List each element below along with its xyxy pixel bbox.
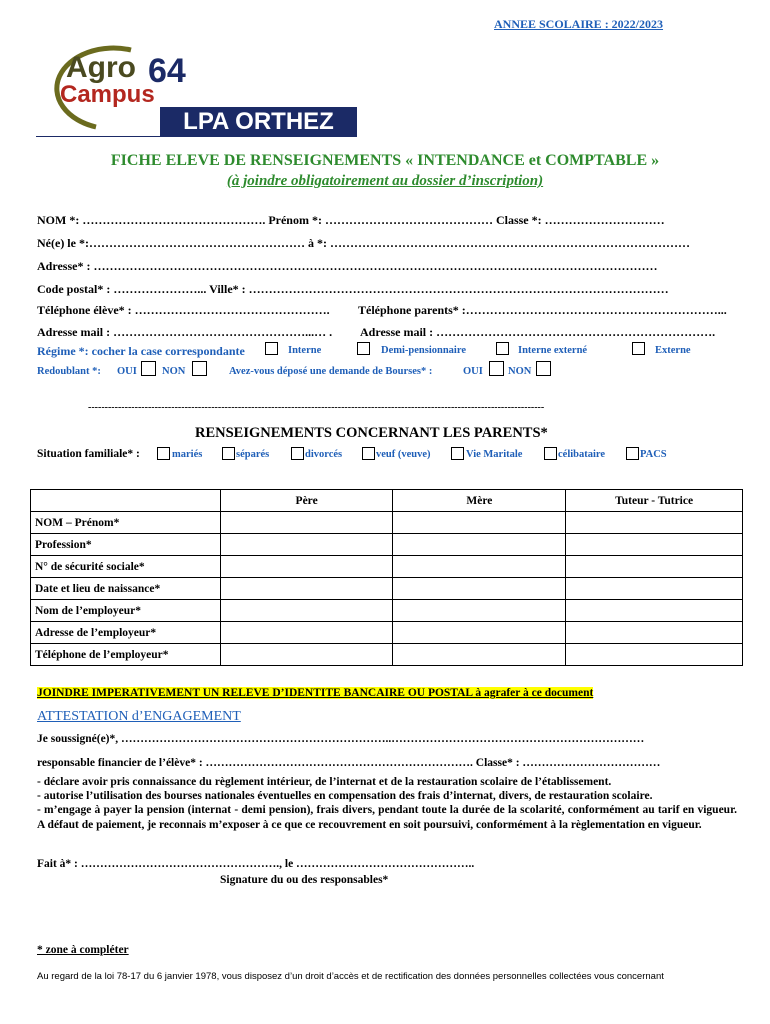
cell-tuteur[interactable] — [566, 556, 743, 578]
responsable-field[interactable]: responsable financier de l’élève* : ……………………………………………………………. Classe* : ……………………………… — [37, 757, 661, 769]
redoublant-label: Redoublant *: — [37, 366, 101, 377]
table-row — [31, 512, 743, 534]
page-title: FICHE ELEVE DE RENSEIGNEMENTS « INTENDANCE et COMPTABLE » — [110, 152, 660, 169]
cell-pere[interactable] — [220, 578, 393, 600]
situation-celibataire-checkbox[interactable] — [544, 447, 557, 460]
situation-vie-maritale-label: Vie Maritale — [466, 449, 523, 460]
logo-agro-text: Agro — [66, 51, 136, 84]
page-subtitle: (à joindre obligatoirement au dossier d’inscription) — [226, 173, 544, 189]
cell-mere[interactable] — [393, 512, 566, 534]
attestation-bullet: - autorise l’utilisation des bourses nationales éventuelles en compensation des frais d’internat, divers, de restauration scolaire. — [37, 790, 653, 802]
table-header-pere: Père — [220, 490, 393, 512]
mail-eleve-field[interactable]: Adresse mail : …………………………………………...… . — [37, 325, 333, 339]
table-row — [31, 578, 743, 600]
bourses-label: Avez-vous déposé une demande de Bourses* : — [229, 366, 433, 377]
situation-veuf-checkbox[interactable] — [362, 447, 375, 460]
adresse-field[interactable]: Adresse* : …………………………………………………………………………………………………………………………… — [37, 259, 658, 273]
regime-interne-externe-checkbox[interactable] — [496, 342, 509, 355]
naissance-field[interactable]: Né(e) le *:……………………………………………… à *: ……………………………………………………………………………… — [37, 236, 690, 250]
row-label: Adresse de l’employeur* — [31, 622, 221, 644]
row-label: N° de sécurité sociale* — [31, 556, 221, 578]
logo-campus-text: Campus — [60, 81, 155, 108]
regime-interne-checkbox[interactable] — [265, 342, 278, 355]
situation-familiale-label: Situation familiale* : — [37, 448, 140, 460]
regime-demi-label: Demi-pensionnaire — [381, 345, 466, 356]
soussigne-field[interactable]: Je soussigné(e)*, ……………………………………………………………..………………………………………………………… — [37, 733, 645, 745]
mail-parents-field[interactable]: Adresse mail : ……………………………………………………………. — [360, 325, 716, 339]
row-label: Profession* — [31, 534, 221, 556]
redoublant-oui-label: OUI — [117, 366, 137, 377]
cell-mere[interactable] — [393, 644, 566, 666]
situation-veuf-label: veuf (veuve) — [376, 449, 431, 460]
cp-ville-field[interactable]: Code postal* : …………………... Ville* : …………………………………………………………………………………………… — [37, 282, 669, 296]
agrocampus-logo — [36, 32, 186, 132]
telephone-eleve-field[interactable]: Téléphone élève* : …………………………………………. — [37, 303, 330, 317]
row-label: Nom de l’employeur* — [31, 600, 221, 622]
signature-label: Signature du ou des responsables* — [220, 874, 389, 886]
row-label: NOM – Prénom* — [31, 512, 221, 534]
redoublant-non-label: NON — [162, 366, 186, 377]
regime-externe-checkbox[interactable] — [632, 342, 645, 355]
nom-prenom-classe-field[interactable]: NOM *: ………………………………………. Prénom *: …………………………………… Classe *: ………………………… — [37, 213, 665, 227]
cell-pere[interactable] — [220, 600, 393, 622]
redoublant-non-checkbox[interactable] — [192, 361, 207, 376]
situation-celibataire-label: célibataire — [558, 449, 606, 460]
cell-mere[interactable] — [393, 578, 566, 600]
situation-divorces-checkbox[interactable] — [291, 447, 304, 460]
situation-pacs-checkbox[interactable] — [626, 447, 639, 460]
cell-mere[interactable] — [393, 534, 566, 556]
logo-rule — [36, 136, 356, 137]
situation-separes-checkbox[interactable] — [222, 447, 235, 460]
cell-pere[interactable] — [220, 622, 393, 644]
cell-mere[interactable] — [393, 622, 566, 644]
attestation-heading: ATTESTATION d’ENGAGEMENT — [37, 709, 241, 724]
attestation-bullet: - déclare avoir pris connaissance du règlement intérieur, de l’internat et de la restauration scolaire de l’établissement. — [37, 776, 612, 788]
situation-pacs-label: PACS — [640, 449, 667, 460]
situation-divorces-label: divorcés — [305, 449, 343, 460]
cell-pere[interactable] — [220, 534, 393, 556]
cell-pere[interactable] — [220, 556, 393, 578]
situation-vie-maritale-checkbox[interactable] — [451, 447, 464, 460]
zone-a-completer-note: * zone à compléter — [37, 944, 129, 956]
regime-interne-label: Interne — [288, 345, 322, 356]
loi-notice: Au regard de la loi 78-17 du 6 janvier 1978, vous disposez d’un droit d’accès et de rectification des données personnelles collectées vous concernant — [37, 971, 664, 982]
parents-heading: RENSEIGNEMENTS CONCERNANT LES PARENTS* — [195, 425, 548, 441]
regime-label: Régime *: cocher la case correspondante — [37, 344, 245, 358]
situation-maries-checkbox[interactable] — [157, 447, 170, 460]
cell-mere[interactable] — [393, 600, 566, 622]
separator-line: ----------------------------------------------------------------------------------------------------------------------------------------- — [88, 402, 545, 413]
telephone-parents-field[interactable]: Téléphone parents* :………………………………………………………... — [358, 303, 727, 317]
logo-64-text: 64 — [148, 52, 186, 90]
regime-demi-checkbox[interactable] — [357, 342, 370, 355]
table-header-mere: Mère — [393, 490, 566, 512]
bourses-non-label: NON — [508, 366, 532, 377]
table-row — [31, 622, 743, 644]
situation-separes-label: séparés — [236, 449, 270, 460]
row-label: Téléphone de l’employeur* — [31, 644, 221, 666]
table-row — [31, 600, 743, 622]
cell-mere[interactable] — [393, 556, 566, 578]
table-header-tuteur: Tuteur - Tutrice — [566, 490, 743, 512]
cell-tuteur[interactable] — [566, 512, 743, 534]
cell-tuteur[interactable] — [566, 600, 743, 622]
bourses-non-checkbox[interactable] — [536, 361, 551, 376]
redoublant-oui-checkbox[interactable] — [141, 361, 156, 376]
regime-externe-label: Externe — [655, 345, 691, 356]
row-label: Date et lieu de naissance* — [31, 578, 221, 600]
cell-tuteur[interactable] — [566, 578, 743, 600]
table-row — [31, 556, 743, 578]
cell-pere[interactable] — [220, 644, 393, 666]
table-header-row — [31, 490, 743, 512]
situation-maries-label: mariés — [172, 449, 203, 460]
lpa-orthez-banner: LPA ORTHEZ — [160, 107, 357, 137]
bourses-oui-checkbox[interactable] — [489, 361, 504, 376]
table-row — [31, 534, 743, 556]
table-header-cell — [31, 490, 221, 512]
annee-scolaire: ANNEE SCOLAIRE : 2022/2023 — [494, 17, 664, 31]
table-row — [31, 644, 743, 666]
cell-tuteur[interactable] — [566, 534, 743, 556]
rib-notice: JOINDRE IMPERATIVEMENT UN RELEVE D’IDENTITE BANCAIRE OU POSTAL à agrafer à ce document — [37, 687, 594, 699]
cell-tuteur[interactable] — [566, 644, 743, 666]
regime-interne-externe-label: Interne externé — [518, 345, 588, 356]
bourses-oui-label: OUI — [463, 366, 483, 377]
parents-table — [30, 489, 743, 666]
fait-a-field[interactable]: Fait à* : ……………………………………………., le ……………………………………….. — [37, 858, 475, 870]
cell-tuteur[interactable] — [566, 622, 743, 644]
cell-pere[interactable] — [220, 512, 393, 534]
attestation-bullet: - m’engage à payer la pension (internat - demi pension), frais divers, pendant toute la durée de la scolarité, conformément au tarif en vigueur. A défaut de paiement, je reconnais m’exposer à ce que ce recouvrement en soit poursuivi, conformément à la règlementation en vigueur. — [37, 804, 737, 831]
